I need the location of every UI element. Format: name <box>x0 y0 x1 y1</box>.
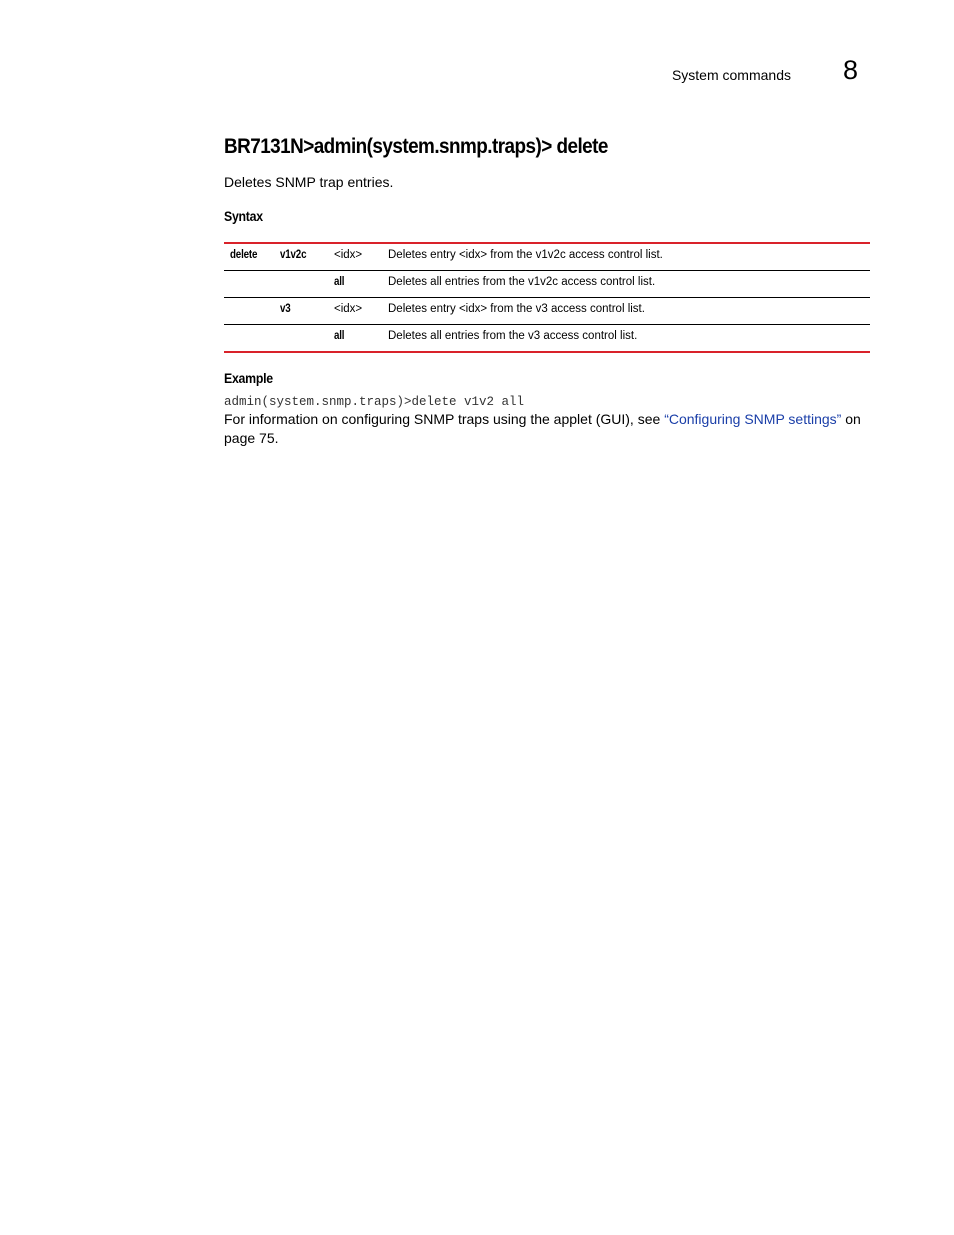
info-text: For information on configuring SNMP traps using the applet (GUI), see <box>224 411 665 427</box>
table-row <box>224 243 870 271</box>
table-row <box>224 271 870 298</box>
syntax-description: Deletes all entries from the v1v2c access control list. <box>382 271 870 298</box>
cross-reference-link[interactable]: “Configuring SNMP settings” <box>664 411 842 427</box>
syntax-description: Deletes entry <idx> from the v3 access control list. <box>382 298 870 325</box>
syntax-argument: all <box>334 276 345 288</box>
syntax-argument-cell <box>328 271 382 298</box>
syntax-version: v3 <box>280 303 291 315</box>
syntax-argument: <idx> <box>334 249 363 261</box>
syntax-heading: Syntax <box>224 208 263 224</box>
info-paragraph <box>224 410 870 448</box>
page-content <box>224 130 870 448</box>
table-row <box>224 298 870 325</box>
syntax-argument-cell <box>328 325 382 353</box>
syntax-command: delete <box>230 249 258 261</box>
example-heading: Example <box>224 370 273 386</box>
chapter-number: 8 <box>842 55 858 85</box>
syntax-table <box>224 242 870 353</box>
syntax-argument: all <box>334 330 345 342</box>
running-header <box>600 55 860 88</box>
syntax-version-cell <box>274 243 328 271</box>
section-name: System commands <box>671 67 791 83</box>
syntax-command-cell <box>224 325 274 353</box>
command-description: Deletes SNMP trap entries. <box>224 174 394 190</box>
table-row <box>224 325 870 353</box>
syntax-description: Deletes entry <idx> from the v1v2c access control list. <box>388 249 663 261</box>
info-text-suffix: on page 75. <box>224 411 861 446</box>
syntax-version-cell <box>274 325 328 353</box>
syntax-command-cell <box>224 243 274 271</box>
syntax-description: Deletes all entries from the v3 access control list. <box>382 325 870 353</box>
example-code: admin(system.snmp.traps)>delete v1v2 all <box>224 395 525 409</box>
syntax-version-cell <box>274 298 328 325</box>
command-title: BR7131N>admin(system.snmp.traps)> delete <box>224 135 608 158</box>
syntax-command-cell <box>224 271 274 298</box>
syntax-version-cell <box>274 271 328 298</box>
syntax-version: v1v2c <box>280 249 307 261</box>
syntax-command-cell <box>224 298 274 325</box>
syntax-argument: <idx> <box>328 298 382 325</box>
